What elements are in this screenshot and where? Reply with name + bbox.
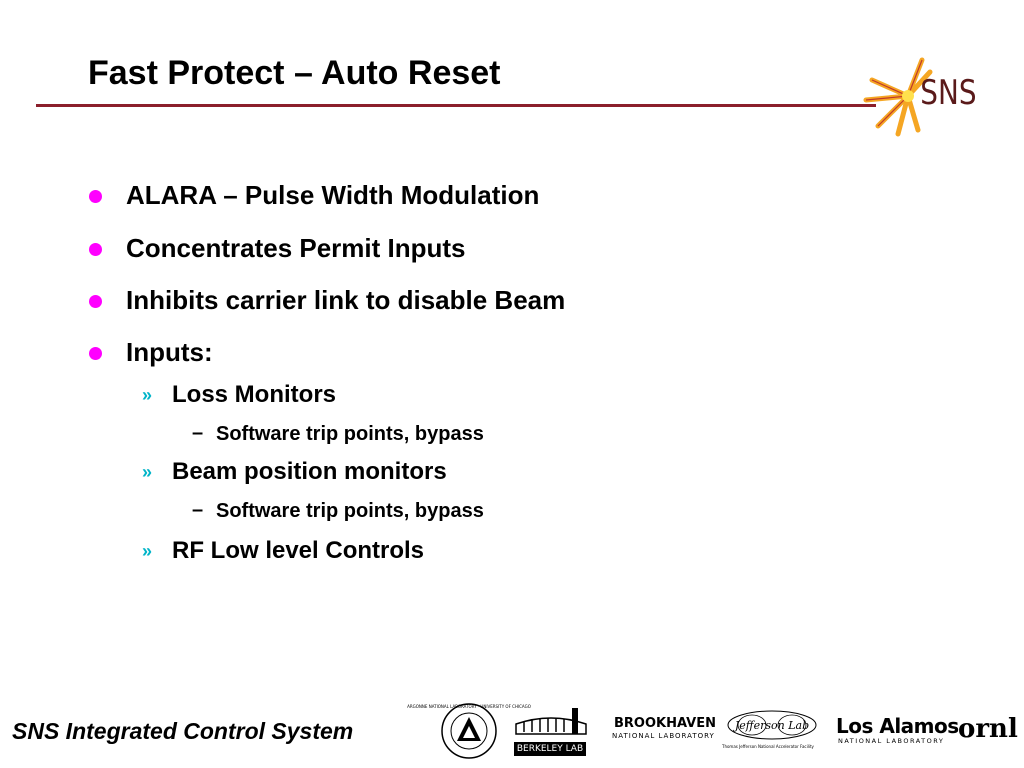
ornl-logo: ornl <box>958 714 1018 744</box>
sub-bullet-marker: » <box>142 541 153 561</box>
input-loss-monitors: Loss Monitors <box>172 381 337 408</box>
bullet-marker <box>89 295 102 308</box>
bullet-permit-inputs: Concentrates Permit Inputs <box>126 233 466 263</box>
argonne-logo <box>407 702 531 760</box>
input-beam-position-monitors: Beam position monitors <box>172 458 447 485</box>
los-alamos-logo: Los Alamos NATIONAL LABORATORY <box>836 714 959 745</box>
sns-logo-text: SNS <box>920 73 977 113</box>
input-rf-low-level-controls: RF Low level Controls <box>172 537 425 564</box>
bullet-inputs: Inputs: <box>126 337 213 367</box>
sub-bullet-marker: » <box>142 385 153 405</box>
loss-monitors-detail: Software trip points, bypass <box>216 423 484 445</box>
brookhaven-logo: BROOKHAVEN NATIONAL LABORATORY <box>612 716 716 740</box>
svg-text:ARGONNE NATIONAL LABORATORY ·: ARGONNE NATIONAL LABORATORY · UNIVERSITY OF CHICAGO <box>407 704 531 709</box>
beam-position-detail: Software trip points, bypass <box>216 500 484 522</box>
bullet-marker <box>89 243 102 256</box>
bullet-marker <box>89 190 102 203</box>
svg-text:Jefferson Lab: Jefferson Lab <box>734 719 810 732</box>
bullet-marker <box>89 347 102 360</box>
bullet-carrier-link: Inhibits carrier link to disable Beam <box>126 285 566 315</box>
sub-bullet-marker: » <box>142 462 153 482</box>
footer-text: SNS Integrated Control System <box>12 718 354 744</box>
sns-logo <box>858 52 998 138</box>
bullet-alara: ALARA – Pulse Width Modulation <box>126 180 540 210</box>
sub-sub-bullet-marker: – <box>192 422 204 444</box>
jefferson-lab-logo: Jefferson Lab Thomas Jefferson National Accelerator Facility <box>722 708 822 754</box>
slide-title: Fast Protect – Auto Reset <box>88 54 501 92</box>
title-divider <box>36 104 876 107</box>
sub-sub-bullet-marker: – <box>192 499 204 521</box>
berkeley-lab-logo: BERKELEY LAB <box>512 704 590 758</box>
